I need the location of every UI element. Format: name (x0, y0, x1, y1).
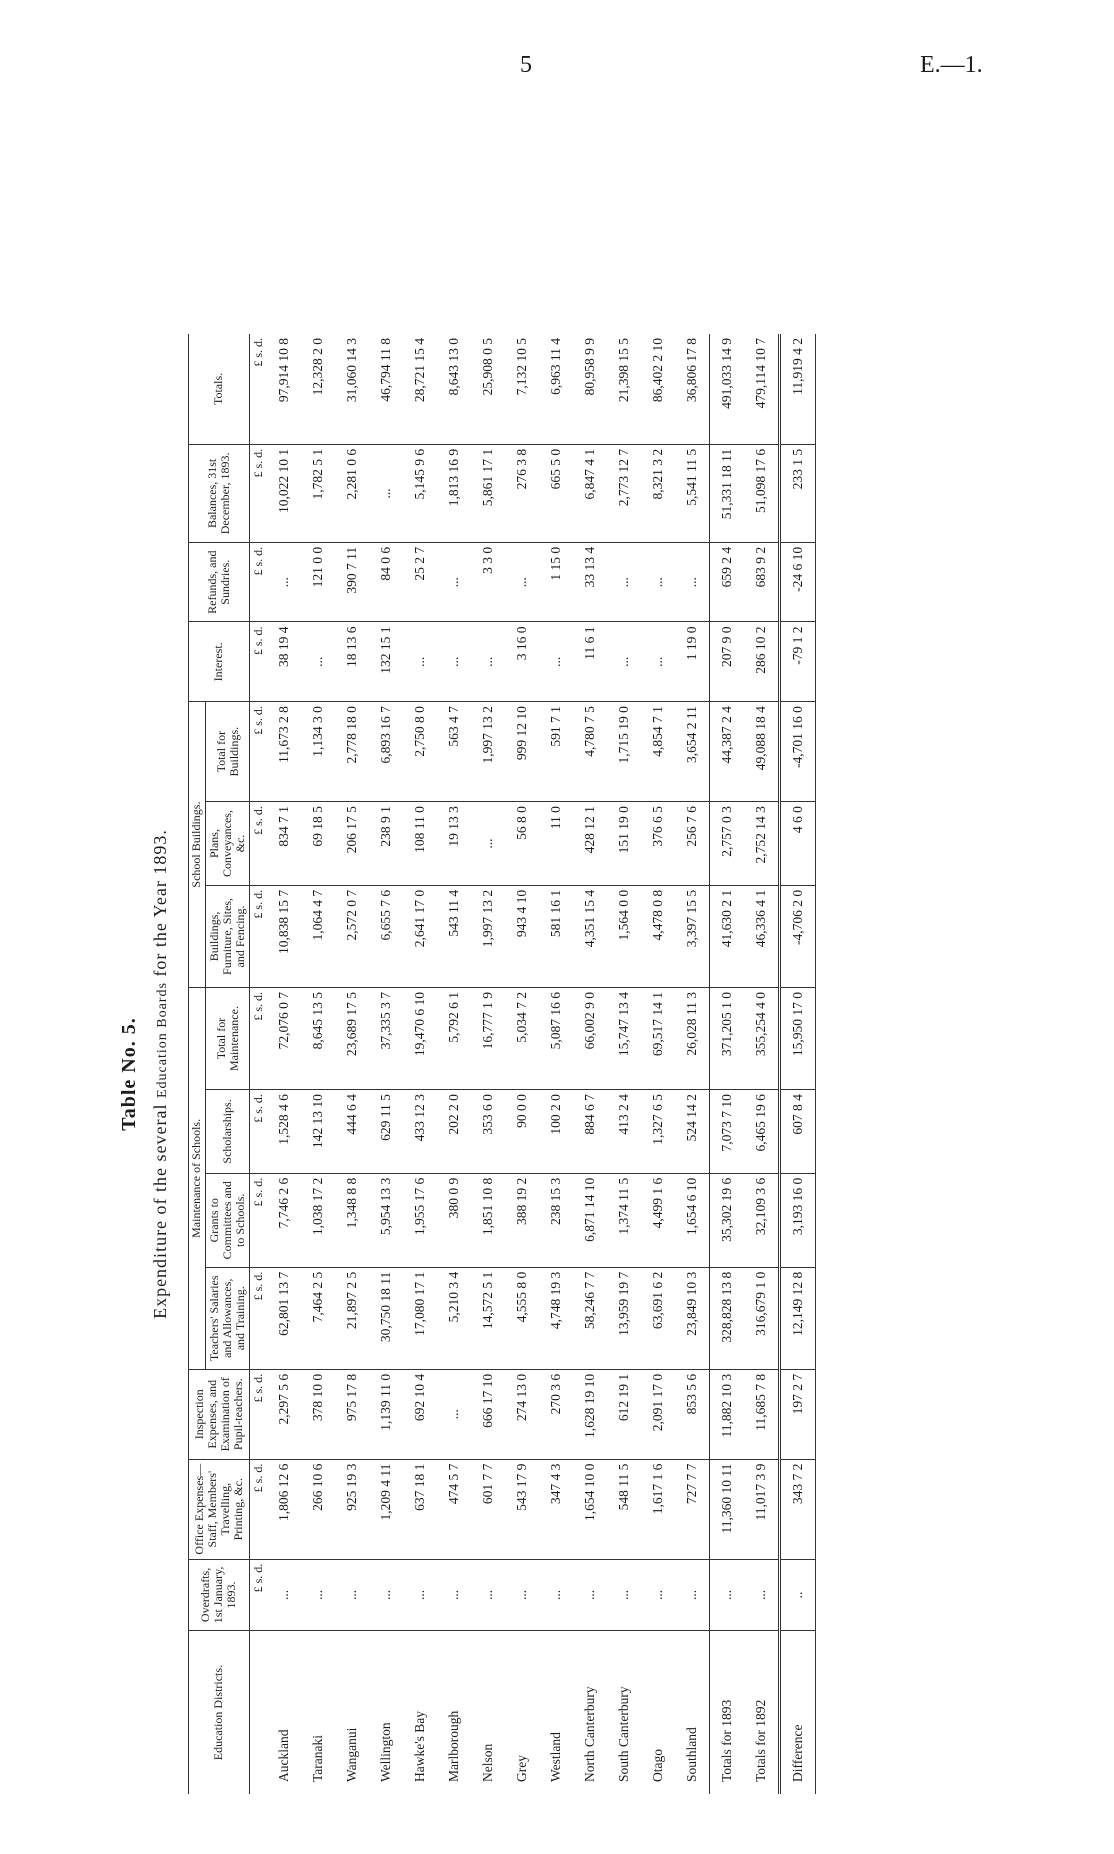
amount-cell: 72,076 0 7 (267, 987, 301, 1089)
amount-cell: 1,955 17 6 (403, 1173, 437, 1267)
document-code: E.—1. (920, 52, 983, 78)
amount-cell: 2,091 17 0 (641, 1369, 675, 1459)
amount-cell: 11 6 1 (573, 622, 607, 702)
amount-cell: 433 12 3 (403, 1090, 437, 1174)
amount-cell: 5,954 13 3 (369, 1173, 403, 1267)
amount-cell: ... (267, 542, 301, 622)
amount-cell: 1,997 13 2 (471, 702, 505, 802)
subtitle-suffix: for the Year 1893. (150, 829, 170, 983)
table-subtitle (150, 294, 171, 1854)
amount-cell: 5,792 6 1 (437, 987, 471, 1089)
header-district: Education Districts. (188, 1631, 250, 1794)
amount-cell: 21,897 2 5 (335, 1267, 369, 1369)
amount-cell: 1,528 4 6 (267, 1090, 301, 1174)
amount-cell: 286 10 2 (744, 622, 780, 702)
amount-cell: 10,838 15 7 (267, 885, 301, 987)
district-name: Grey (514, 1755, 529, 1782)
amount-cell: 2,572 0 7 (335, 885, 369, 987)
amount-cell: 66,002 9 0 (573, 987, 607, 1089)
amount-cell: 347 4 3 (539, 1459, 573, 1559)
amount-cell: 256 7 6 (675, 802, 710, 886)
amount-cell: 607 8 4 (780, 1090, 816, 1174)
amount-cell: ... (675, 1559, 710, 1630)
amount-cell: 35,302 19 6 (710, 1173, 745, 1267)
table-row (710, 334, 745, 1794)
units-cell: £ s. d. (250, 1559, 268, 1630)
amount-cell: 4,351 15 4 (573, 885, 607, 987)
amount-cell: ... (744, 1559, 780, 1630)
rotated-table-page (0, 294, 1114, 1854)
amount-cell: ... (641, 1559, 675, 1630)
amount-cell: 524 14 2 (675, 1090, 710, 1174)
table-row (744, 334, 780, 1794)
amount-cell: 32,109 3 6 (744, 1173, 780, 1267)
header-grants: Grants to Committees and to Schools. (206, 1173, 250, 1267)
table-row (301, 334, 335, 1794)
amount-cell: 19,470 6 10 (403, 987, 437, 1089)
amount-cell: 4,748 19 3 (539, 1267, 573, 1369)
amount-cell: 1,564 0 0 (607, 885, 641, 987)
header-office: Office Expenses—Staff, Members' Travelling, Printing, &c. (188, 1459, 250, 1559)
amount-cell: 5,087 16 6 (539, 987, 573, 1089)
amount-cell: 3,193 16 0 (780, 1173, 816, 1267)
amount-cell: 63,691 6 2 (641, 1267, 675, 1369)
amount-cell: 3 3 0 (471, 542, 505, 622)
amount-cell: 13,959 19 7 (607, 1267, 641, 1369)
amount-cell: 12,328 2 0 (301, 334, 335, 444)
amount-cell: 834 7 1 (267, 802, 301, 886)
header-totals: Totals. (188, 334, 250, 444)
amount-cell: 51,331 18 11 (710, 444, 745, 542)
amount-cell: 90 0 0 (505, 1090, 539, 1174)
amount-cell: 1,628 19 10 (573, 1369, 607, 1459)
amount-cell: 4,499 1 6 (641, 1173, 675, 1267)
table-row (539, 334, 573, 1794)
amount-cell: 479,114 10 7 (744, 334, 780, 444)
units-cell: £ s. d. (250, 1267, 268, 1369)
amount-cell: 51,098 17 6 (744, 444, 780, 542)
district-name: Hawke's Bay (412, 1710, 427, 1782)
units-cell: £ s. d. (250, 1459, 268, 1559)
amount-cell: 5,861 17 1 (471, 444, 505, 542)
amount-cell: 1,782 5 1 (301, 444, 335, 542)
amount-cell: 58,246 7 7 (573, 1267, 607, 1369)
units-row (250, 334, 268, 1794)
amount-cell: ... (437, 1559, 471, 1630)
amount-cell: 1,348 8 8 (335, 1173, 369, 1267)
units-cell: £ s. d. (250, 334, 268, 444)
amount-cell: 1,209 4 11 (369, 1459, 403, 1559)
amount-cell: 7,132 10 5 (505, 334, 539, 444)
page-number: 5 (520, 52, 532, 78)
header-scholarships: Scholarships. (206, 1090, 250, 1174)
amount-cell: 491,033 14 9 (710, 334, 745, 444)
table-row (675, 334, 710, 1794)
amount-cell: ... (403, 622, 437, 702)
amount-cell: 6,465 19 6 (744, 1090, 780, 1174)
amount-cell: 543 11 4 (437, 885, 471, 987)
amount-cell: 33 13 4 (573, 542, 607, 622)
district-name: Wellington (378, 1722, 393, 1782)
table-row (335, 334, 369, 1794)
table-row (505, 334, 539, 1794)
amount-cell: 5,145 9 6 (403, 444, 437, 542)
amount-cell: 1 15 0 (539, 542, 573, 622)
amount-cell: 18 13 6 (335, 622, 369, 702)
amount-cell: 69,517 14 1 (641, 987, 675, 1089)
amount-cell: 197 2 7 (780, 1369, 816, 1459)
amount-cell: 1,617 1 6 (641, 1459, 675, 1559)
amount-cell: 1,064 4 7 (301, 885, 335, 987)
amount-cell: 543 17 9 (505, 1459, 539, 1559)
amount-cell: 1,806 12 6 (267, 1459, 301, 1559)
amount-cell: 316,679 1 0 (744, 1267, 780, 1369)
amount-cell: 5,034 7 2 (505, 987, 539, 1089)
header-teachers: Teachers' Salaries and Allowances, and Training. (206, 1267, 250, 1369)
amount-cell: 2,641 17 0 (403, 885, 437, 987)
amount-cell: 353 6 0 (471, 1090, 505, 1174)
amount-cell: 376 6 5 (641, 802, 675, 886)
amount-cell: ... (437, 1369, 471, 1459)
amount-cell: 388 19 2 (505, 1173, 539, 1267)
amount-cell: 1,715 19 0 (607, 702, 641, 802)
table-row (267, 334, 301, 1794)
district-name: Totals for 1892 (753, 1699, 768, 1782)
amount-cell: 3 16 0 (505, 622, 539, 702)
amount-cell: 36,806 17 8 (675, 334, 710, 444)
amount-cell: 371,205 1 0 (710, 987, 745, 1089)
units-cell: £ s. d. (250, 444, 268, 542)
amount-cell: 1,374 11 5 (607, 1173, 641, 1267)
amount-cell: 69 18 5 (301, 802, 335, 886)
amount-cell: 97,914 10 8 (267, 334, 301, 444)
amount-cell: 6,847 4 1 (573, 444, 607, 542)
header-total-buildings: Total for Buildings. (206, 702, 250, 802)
units-spacer (250, 1631, 268, 1794)
amount-cell: 7,073 7 10 (710, 1090, 745, 1174)
header-buildings-group: School Buildings. (188, 702, 206, 988)
units-cell: £ s. d. (250, 1173, 268, 1267)
amount-cell: 233 1 5 (780, 444, 816, 542)
amount-cell: 6,655 7 6 (369, 885, 403, 987)
amount-cell: ... (471, 622, 505, 702)
amount-cell: 151 19 0 (607, 802, 641, 886)
amount-cell: 925 19 3 (335, 1459, 369, 1559)
amount-cell: 659 2 4 (710, 542, 745, 622)
amount-cell: 1,813 16 9 (437, 444, 471, 542)
amount-cell: 62,801 13 7 (267, 1267, 301, 1369)
amount-cell: 23,689 17 5 (335, 987, 369, 1089)
amount-cell: 6,963 11 4 (539, 334, 573, 444)
table-body (267, 334, 816, 1794)
amount-cell: 14,572 5 1 (471, 1267, 505, 1369)
amount-cell: 4,478 0 8 (641, 885, 675, 987)
table-row (471, 334, 505, 1794)
header-buildings: Buildings, Furniture, Sites, and Fencing. (206, 885, 250, 987)
units-cell: £ s. d. (250, 622, 268, 702)
amount-cell: ... (539, 622, 573, 702)
district-name: Difference (780, 1631, 816, 1794)
amount-cell: 2,297 5 6 (267, 1369, 301, 1459)
amount-cell: 15,747 13 4 (607, 987, 641, 1089)
amount-cell: 328,828 13 8 (710, 1267, 745, 1369)
amount-cell: 692 10 4 (403, 1369, 437, 1459)
amount-cell: 25,908 0 5 (471, 334, 505, 444)
amount-cell: ... (437, 542, 471, 622)
amount-cell: 25 2 7 (403, 542, 437, 622)
district-name: Nelson (480, 1743, 495, 1782)
amount-cell: 108 11 0 (403, 802, 437, 886)
district-name: Taranaki (310, 1734, 325, 1782)
amount-cell: ... (539, 1559, 573, 1630)
amount-cell: 8,321 3 2 (641, 444, 675, 542)
units-cell: £ s. d. (250, 802, 268, 886)
amount-cell: 37,335 3 7 (369, 987, 403, 1089)
amount-cell: 56 8 0 (505, 802, 539, 886)
table-title: Table No. 5. (118, 1017, 140, 1131)
amount-cell: 666 17 10 (471, 1369, 505, 1459)
amount-cell: 1,997 13 2 (471, 885, 505, 987)
amount-cell: 206 17 5 (335, 802, 369, 886)
amount-cell: 21,398 15 5 (607, 334, 641, 444)
amount-cell: 46,794 11 8 (369, 334, 403, 444)
units-cell: £ s. d. (250, 702, 268, 802)
amount-cell: 38 19 4 (267, 622, 301, 702)
amount-cell: 8,645 13 5 (301, 987, 335, 1089)
amount-cell: 11,919 4 2 (780, 334, 816, 444)
amount-cell: 1,851 10 8 (471, 1173, 505, 1267)
amount-cell: 390 7 11 (335, 542, 369, 622)
amount-cell: 5,210 3 4 (437, 1267, 471, 1369)
amount-cell: 665 5 0 (539, 444, 573, 542)
amount-cell: 1,654 6 10 (675, 1173, 710, 1267)
expenditure-table (188, 334, 816, 1794)
amount-cell: 3,397 15 5 (675, 885, 710, 987)
amount-cell: 270 3 6 (539, 1369, 573, 1459)
amount-cell: 142 13 10 (301, 1090, 335, 1174)
amount-cell: 683 9 2 (744, 542, 780, 622)
header-balances: Balances, 31st December, 1893. (188, 444, 250, 542)
amount-cell: 17,080 17 1 (403, 1267, 437, 1369)
amount-cell: 6,871 14 10 (573, 1173, 607, 1267)
amount-cell: 637 18 1 (403, 1459, 437, 1559)
amount-cell: 11,360 10 11 (710, 1459, 745, 1559)
district-name: Marlborough (446, 1710, 461, 1782)
district-name: Westland (548, 1732, 563, 1782)
amount-cell: 238 9 1 (369, 802, 403, 886)
amount-cell: 11,673 2 8 (267, 702, 301, 802)
amount-cell: 46,336 4 1 (744, 885, 780, 987)
amount-cell: 41,630 2 1 (710, 885, 745, 987)
district-name: Southland (684, 1727, 699, 1782)
amount-cell: 16,777 1 9 (471, 987, 505, 1089)
amount-cell: 413 2 4 (607, 1090, 641, 1174)
table-row (573, 334, 607, 1794)
amount-cell: 10,022 10 1 (267, 444, 301, 542)
amount-cell: 581 16 1 (539, 885, 573, 987)
amount-cell: 11,017 3 9 (744, 1459, 780, 1559)
amount-cell: 591 7 1 (539, 702, 573, 802)
amount-cell: ... (301, 622, 335, 702)
header-maintenance-group: Maintenance of Schools. (188, 987, 206, 1369)
amount-cell: 3,654 2 11 (675, 702, 710, 802)
table-row (403, 334, 437, 1794)
amount-cell: 2,752 14 3 (744, 802, 780, 886)
header-overdrafts: Overdrafts, 1st January, 1893. (188, 1559, 250, 1630)
amount-cell: ... (403, 1559, 437, 1630)
amount-cell: 276 3 8 (505, 444, 539, 542)
amount-cell: 2,757 0 3 (710, 802, 745, 886)
amount-cell: 943 4 10 (505, 885, 539, 987)
amount-cell: ... (369, 1559, 403, 1630)
header-interest: Interest. (188, 622, 250, 702)
amount-cell: ... (369, 444, 403, 542)
subtitle-smallcaps: Education Boards (155, 982, 170, 1098)
amount-cell: 4,555 8 0 (505, 1267, 539, 1369)
amount-cell: 86,402 2 10 (641, 334, 675, 444)
amount-cell: ... (301, 1559, 335, 1630)
table-row (369, 334, 403, 1794)
amount-cell: 1,654 10 0 (573, 1459, 607, 1559)
district-name: South Canterbury (616, 1686, 631, 1782)
amount-cell: ... (471, 802, 505, 886)
amount-cell: 474 5 7 (437, 1459, 471, 1559)
amount-cell: 727 7 7 (675, 1459, 710, 1559)
units-cell: £ s. d. (250, 1090, 268, 1174)
amount-cell: 1 19 0 (675, 622, 710, 702)
header-plans: Plans, Conveyances, &c. (206, 802, 250, 886)
amount-cell: ... (675, 542, 710, 622)
amount-cell: 378 10 0 (301, 1369, 335, 1459)
amount-cell: 80,958 9 9 (573, 334, 607, 444)
amount-cell: 1,038 17 2 (301, 1173, 335, 1267)
district-name: Otago (650, 1749, 665, 1782)
amount-cell: 31,060 14 3 (335, 334, 369, 444)
amount-cell: ... (710, 1559, 745, 1630)
amount-cell: ... (607, 1559, 641, 1630)
amount-cell: 975 17 8 (335, 1369, 369, 1459)
amount-cell: ... (641, 622, 675, 702)
amount-cell: 1,134 3 0 (301, 702, 335, 802)
amount-cell: 2,750 8 0 (403, 702, 437, 802)
amount-cell: 428 12 1 (573, 802, 607, 886)
units-cell: £ s. d. (250, 885, 268, 987)
district-name: Totals for 1893 (710, 1631, 745, 1794)
amount-cell: 2,778 18 0 (335, 702, 369, 802)
amount-cell: 380 0 9 (437, 1173, 471, 1267)
amount-cell: 355,254 4 0 (744, 987, 780, 1089)
amount-cell: 274 13 0 (505, 1369, 539, 1459)
header-inspection: Inspection Expenses, and Examination of Pupil-teachers. (188, 1369, 250, 1459)
amount-cell: ... (335, 1559, 369, 1630)
amount-cell: .. (780, 1559, 816, 1630)
amount-cell: 884 6 7 (573, 1090, 607, 1174)
amount-cell: 202 2 0 (437, 1090, 471, 1174)
amount-cell: ... (505, 542, 539, 622)
amount-cell: 15,950 17 0 (780, 987, 816, 1089)
amount-cell: 207 9 0 (710, 622, 745, 702)
amount-cell: ... (573, 1559, 607, 1630)
amount-cell: 1,327 6 5 (641, 1090, 675, 1174)
units-cell: £ s. d. (250, 987, 268, 1089)
amount-cell: ... (267, 1559, 301, 1630)
amount-cell: 84 0 6 (369, 542, 403, 622)
amount-cell: 11 0 (539, 802, 573, 886)
amount-cell: 266 10 6 (301, 1459, 335, 1559)
amount-cell: 4,780 7 5 (573, 702, 607, 802)
amount-cell: 19 13 3 (437, 802, 471, 886)
amount-cell: 121 0 0 (301, 542, 335, 622)
amount-cell: ... (607, 622, 641, 702)
amount-cell: 238 15 3 (539, 1173, 573, 1267)
amount-cell: 44,387 2 4 (710, 702, 745, 802)
amount-cell: 23,849 10 3 (675, 1267, 710, 1369)
amount-cell: 548 11 5 (607, 1459, 641, 1559)
amount-cell: 563 4 7 (437, 702, 471, 802)
units-cell: £ s. d. (250, 1369, 268, 1459)
units-cell: £ s. d. (250, 542, 268, 622)
amount-cell: 49,088 18 4 (744, 702, 780, 802)
amount-cell: 6,893 16 7 (369, 702, 403, 802)
amount-cell: 12,149 12 8 (780, 1267, 816, 1369)
amount-cell: 11,882 10 3 (710, 1369, 745, 1459)
amount-cell: -4,706 2 0 (780, 885, 816, 987)
district-name: North Canterbury (582, 1686, 597, 1782)
amount-cell: ... (641, 542, 675, 622)
amount-cell: ... (607, 542, 641, 622)
amount-cell: 7,464 2 5 (301, 1267, 335, 1369)
amount-cell: 612 19 1 (607, 1369, 641, 1459)
amount-cell: -79 1 2 (780, 622, 816, 702)
amount-cell: 132 15 1 (369, 622, 403, 702)
amount-cell: 853 5 6 (675, 1369, 710, 1459)
amount-cell: 999 12 10 (505, 702, 539, 802)
amount-cell: 26,028 11 3 (675, 987, 710, 1089)
district-name: Wanganui (344, 1727, 359, 1782)
table-row (437, 334, 471, 1794)
amount-cell: 629 11 5 (369, 1090, 403, 1174)
amount-cell: -4,701 16 0 (780, 702, 816, 802)
header-total-maintenance: Total for Maintenance. (206, 987, 250, 1089)
amount-cell: ... (471, 1559, 505, 1630)
district-name: Auckland (276, 1729, 291, 1782)
amount-cell: 343 7 2 (780, 1459, 816, 1559)
amount-cell: 7,746 2 6 (267, 1173, 301, 1267)
amount-cell: 5,541 11 5 (675, 444, 710, 542)
table-row (780, 334, 816, 1794)
amount-cell: 4 6 0 (780, 802, 816, 886)
header-refunds: Refunds, and Sundries. (188, 542, 250, 622)
amount-cell: 2,281 0 6 (335, 444, 369, 542)
amount-cell: ... (505, 1559, 539, 1630)
amount-cell: 100 2 0 (539, 1090, 573, 1174)
amount-cell: 1,139 11 0 (369, 1369, 403, 1459)
amount-cell: 30,750 18 11 (369, 1267, 403, 1369)
amount-cell: 4,854 7 1 (641, 702, 675, 802)
table-row (641, 334, 675, 1794)
table-row (607, 334, 641, 1794)
amount-cell: -24 6 10 (780, 542, 816, 622)
amount-cell: 11,685 7 8 (744, 1369, 780, 1459)
amount-cell: 28,721 15 4 (403, 334, 437, 444)
amount-cell: ... (437, 622, 471, 702)
amount-cell: 444 6 4 (335, 1090, 369, 1174)
amount-cell: 601 7 7 (471, 1459, 505, 1559)
amount-cell: 2,773 12 7 (607, 444, 641, 542)
subtitle-prefix: Expenditure of the several (150, 1098, 170, 1319)
amount-cell: 8,643 13 0 (437, 334, 471, 444)
